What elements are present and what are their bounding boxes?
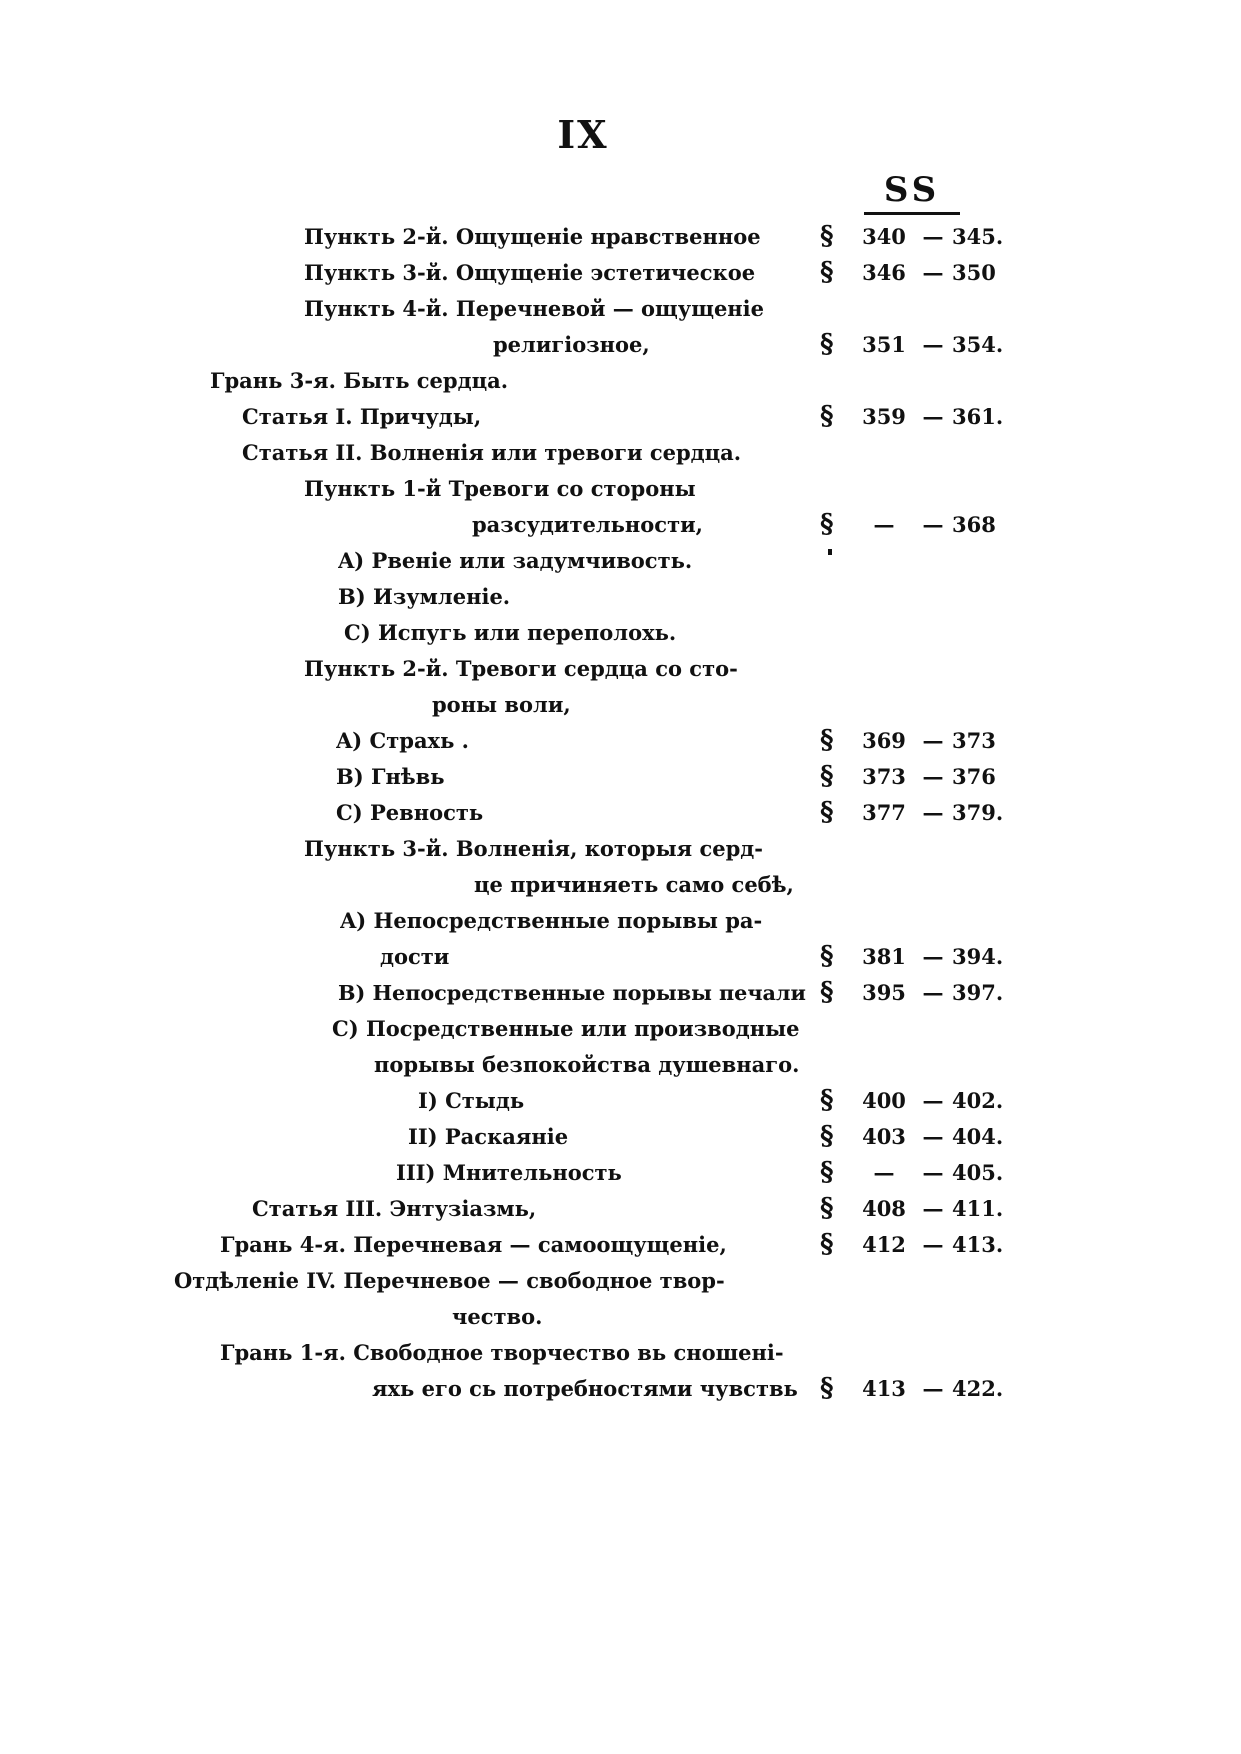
section-to: 394. [952,944,1004,969]
section-from: 400 [862,1088,906,1113]
range-dash: — [922,728,944,753]
toc-line [0,325,1241,365]
section-from: 412 [862,1232,906,1257]
section-range [820,1225,1010,1265]
toc-entry-text: яхь его сь потребностями чувствь [372,1376,798,1401]
toc-line [0,253,1241,293]
section-from: 377 [862,800,906,825]
section-to: 422. [952,1376,1004,1401]
toc-entry-text: B) Изумленіе. [338,584,511,609]
toc-line [0,1153,1241,1193]
range-dash: — [922,1196,944,1221]
section-to: 376 [952,764,996,789]
toc-entry-text: II) Раскаяніе [408,1124,569,1149]
toc-entry-text: C) Испугь или переполохь. [344,620,677,645]
section-to: 345. [952,224,1004,249]
toc-entry-text: религіозное, [493,332,650,357]
toc-entry-text: Отдѣленіе IV. Перечневое — свободное твор- [174,1268,725,1293]
section-sign: § [820,725,834,755]
page-number: IX [557,112,609,157]
toc-entry-text: Статья I. Причуды, [242,404,482,429]
section-from: 340 [862,224,906,249]
toc-line [0,217,1241,257]
section-to: 404. [952,1124,1004,1149]
section-sign: § [820,761,834,791]
toc-line [0,721,1241,761]
range-dash: — [922,1376,944,1401]
section-sign: § [820,797,834,827]
range-dash: — [922,944,944,969]
toc-line [0,1333,1241,1373]
toc-line [0,901,1241,941]
section-range [820,793,1010,833]
toc-line [0,469,1241,509]
toc-line [0,973,1241,1013]
section-sign: § [820,1373,834,1403]
toc-entry-text: роны воли, [432,692,571,717]
section-sign: § [820,1085,834,1115]
range-dash: — [922,1232,944,1257]
toc-line [0,1297,1241,1337]
section-range [820,217,1010,257]
section-sign: § [820,1157,834,1187]
range-dash: — [922,980,944,1005]
toc-entry-text: порывы безпокойства душевнаго. [374,1052,800,1077]
range-dash: — [922,512,944,537]
toc-entry-text: Статья II. Волненія или тревоги сердца. [242,440,742,465]
section-sign: § [820,257,834,287]
toc-line [0,865,1241,905]
section-from: — [873,512,895,537]
toc-entry-text: A) Страхь . [336,728,469,753]
toc-line [0,1225,1241,1265]
toc-line [0,937,1241,977]
range-dash: — [922,260,944,285]
toc-entry-text: A) Рвеніе или задумчивость. [338,548,693,573]
section-to: 402. [952,1088,1004,1113]
toc-entry-text: Пункть 3-й. Ощущеніе эстетическое [304,260,756,285]
section-range [820,721,1010,761]
toc-line [0,505,1241,545]
range-dash: — [922,1160,944,1185]
toc-entry-text: це причиняеть само себѣ, [474,872,794,897]
range-dash: — [922,224,944,249]
section-to: 354. [952,332,1004,357]
section-from: 351 [862,332,906,357]
toc-line [0,649,1241,689]
section-range [820,973,1010,1013]
section-sign: § [820,329,834,359]
toc-entry-text: дости [380,944,450,969]
section-to: 350 [952,260,996,285]
toc-entry-text: Грань 1-я. Свободное творчество вь сношені- [220,1340,784,1365]
toc-line [0,1081,1241,1121]
range-dash: — [922,1088,944,1113]
section-sign: § [820,401,834,431]
toc-entry-text: Пункть 3-й. Волненія, которыя серд- [304,836,763,861]
toc-line [0,361,1241,401]
section-range [820,505,1010,545]
section-from: 403 [862,1124,906,1149]
section-sign: § [820,977,834,1007]
section-sign: § [820,941,834,971]
range-dash: — [922,404,944,429]
section-range [820,397,1010,437]
toc-line [0,1369,1241,1409]
section-from: 381 [862,944,906,969]
toc-entry-text: Пункть 4-й. Перечневой — ощущеніе [304,296,765,321]
toc-entry-text: Пункть 2-й. Тревоги сердца со сто- [304,656,738,681]
section-range [820,253,1010,293]
range-dash: — [922,764,944,789]
toc-line [0,757,1241,797]
section-range [820,325,1010,365]
toc-entry-text: чество. [452,1304,543,1329]
toc-line [0,829,1241,869]
section-to: 373 [952,728,996,753]
toc-entry-text: C) Посредственные или производные [332,1016,800,1041]
section-from: 413 [862,1376,906,1401]
section-to: 397. [952,980,1004,1005]
section-from: 359 [862,404,906,429]
section-sign: § [820,1193,834,1223]
toc-entry-text: B) Непосредственные порывы печали [338,980,806,1005]
toc-line [0,541,1241,581]
toc-entry-text: разсудительности, [472,512,703,537]
section-to: 379. [952,800,1004,825]
section-to: 411. [952,1196,1004,1221]
section-column-header: SS [864,170,960,215]
toc-line [0,793,1241,833]
section-to: 413. [952,1232,1004,1257]
toc-line [0,685,1241,725]
section-from: 373 [862,764,906,789]
toc-entry-text: III) Мнительность [396,1160,622,1185]
section-range [820,1369,1010,1409]
toc-line [0,1261,1241,1301]
section-from: 408 [862,1196,906,1221]
section-from: 346 [862,260,906,285]
section-range [820,1189,1010,1229]
section-range [820,757,1010,797]
section-range [820,937,1010,977]
section-range [820,1081,1010,1121]
section-from: 395 [862,980,906,1005]
toc-entry-text: I) Стыдь [418,1088,525,1113]
range-dash: — [922,1124,944,1149]
section-to: 405. [952,1160,1004,1185]
section-range [820,1117,1010,1157]
section-sign: § [820,221,834,251]
toc-line [0,1009,1241,1049]
toc-entry-text: Грань 3-я. Быть сердца. [210,368,509,393]
section-sign: § [820,1229,834,1259]
section-from: 369 [862,728,906,753]
toc-line [0,1189,1241,1229]
toc-entry-text: B) Гнѣвь [336,764,445,789]
toc-line [0,1045,1241,1085]
toc-line [0,577,1241,617]
toc-entry-text: C) Ревность [336,800,484,825]
section-from: — [873,1160,895,1185]
toc-entry-text: Грань 4-я. Перечневая — самоощущеніе, [220,1232,727,1257]
print-speck [828,549,832,555]
toc-entry-text: A) Непосредственные порывы ра- [340,908,763,933]
section-range [820,1153,1010,1193]
range-dash: — [922,332,944,357]
section-to: 361. [952,404,1004,429]
range-dash: — [922,800,944,825]
toc-line [0,1117,1241,1157]
section-sign: § [820,509,834,539]
toc-line [0,433,1241,473]
toc-entry-text: Пункть 2-й. Ощущеніе нравственное [304,224,761,249]
section-sign: § [820,1121,834,1151]
toc-line [0,397,1241,437]
toc-entry-text: Пункть 1-й Тревоги со стороны [304,476,696,501]
toc-entry-text: Статья III. Энтузіазмь, [252,1196,537,1221]
toc-line [0,613,1241,653]
toc-line [0,289,1241,329]
section-to: 368 [952,512,996,537]
